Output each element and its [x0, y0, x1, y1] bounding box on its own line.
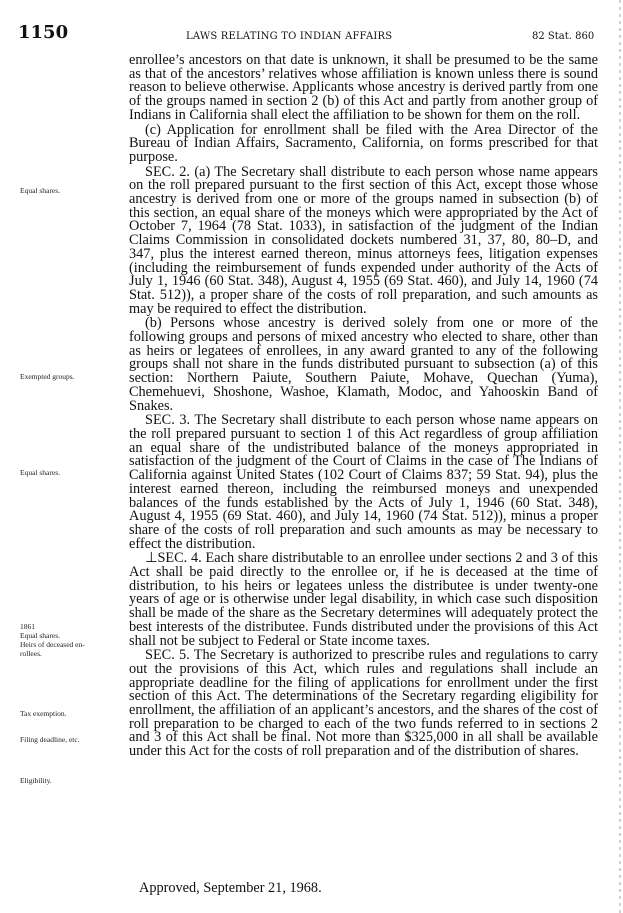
paragraph-sec4: ⊥SEC. 4. Each share distributable to an enrollee under sections 2 and 3 of this Act shall be paid directly to the enrollee or, if he is deceased at the time of distribution, to his heirs or legatees unless the distributee is under twenty-one years of age or is otherwise under legal disability, in which case such disposition shall be made of the share as the Secretary determines will adequately protect the best interests of the distributee. Funds distributed under the provisions of this Act shall not be subject to Federal or State income taxes. [129, 550, 598, 649]
margin-note-equal-shares-2: Equal shares. [20, 468, 60, 477]
running-title: LAWS RELATING TO INDIAN AFFAIRS [186, 31, 393, 42]
statute-reference: 82 Stat. 860 [532, 31, 595, 42]
margin-note-heirs-cont: rollees. [20, 649, 42, 658]
margin-note-filing-deadline: Filing deadline, etc. [20, 735, 80, 744]
page-number: 1150 [18, 22, 69, 43]
statute-body [129, 54, 598, 760]
margin-note-eligibility: Eligibility. [20, 776, 52, 785]
paragraph-sec2a: SEC. 2. (a) The Secretary shall distribute to each person whose name appears on the roll prepared pursuant to the first section of this Act, except those whose ancestry is derived from one or more of the groups named in subsection (b) of this section, an equal share of the moneys which were appropriated by the Act of October 7, 1964 (78 Stat. 1033), in satisfaction of the judgment of the Indian Claims Commission in consolidated dockets numbered 31, 37, 80, 80–D, and 347, plus the interest earned thereon, minus attorneys fees, litigation expenses (including the reimbursement of funds expended under authority of the Acts of July 1, 1946 (60 Stat. 348), August 4, 1955 (69 Stat. 460), and July 14, 1960 (74 Stat. 512)), a proper share of the costs of roll preparation, and such amounts as may be required to effect the distribution. [129, 163, 598, 317]
paragraph-sec5: SEC. 5. The Secretary is authorized to prescribe rules and regulations to carry out the provisions of this Act, which rules and regulations shall include an appropriate deadline for the filing of applications for enrollment under the first section of this Act. The determinations of the Secretary regarding eligibility for enrollment, the affiliation of an applicant’s ancestors, and the shares of the cost of roll preparation to be charged to each of the two funds referred to in sections 2 and 3 of this Act shall be final. Not more than $325,000 in all shall be available under this Act for the costs of roll preparation and of the distribution of shares. [129, 647, 598, 760]
margin-note-equal-shares: Equal shares. [20, 186, 60, 195]
paragraph-sec3: SEC. 3. The Secretary shall distribute to each person whose name appears on the roll prepared pursuant to section 1 of this Act regardless of group affiliation an equal share of the undistributed balance of the moneys appropriated in satisfaction of the judgment of the Court of Claims in the case of The Indians of California against United States (102 Court of Claims 837; 59 Stat. 94), plus the interest earned thereon, including the reimbursed moneys and unexpended balances of the funds established by the Acts of July 1, 1946 (60 Stat. 348), August 4, 1955 (69 Stat. 460), and July 14, 1960 (74 Stat. 512)), minus a proper share of the costs of roll preparation and such amounts as may be necessary to effect the distribution. [129, 412, 598, 552]
approval-line: Approved, September 21, 1968. [139, 880, 322, 896]
margin-note-heirs: Heirs of deceased en- [20, 640, 85, 649]
paragraph-sec2b: (b) Persons whose ancestry is derived solely from one or more of the following groups and persons of mixed ancestry who elected to share, other than as heirs or legatees of enrollees, in any award granted to any of the following groups shall not share in the funds distributed pursuant to subsection (a) of this section: Northern Paiute, Southern Paiute, Mohave, Quechan (Yuma), Chemehuevi, Shoshone, Washoe, Klamath, Modoc, and Yahooskin Band of Snakes. [129, 315, 598, 414]
margin-note-equal-shares-3: Equal shares. [20, 631, 60, 640]
margin-note-page-1861: 1861 [20, 622, 35, 631]
margin-note-tax-exemption: Tax exemption. [20, 709, 67, 718]
paragraph-continuation: enrollee’s ancestors on that date is unknown, it shall be presumed to be the same as that of the ancestors’ relatives whose affiliation is known unless there is sound reason to believe otherwise. Applicants whose ancestry is derived partly from one of the groups named in section 2 (b) of this Act and partly from another group of Indians in California shall elect the affiliation to be shown for them on the roll. [129, 52, 598, 123]
margin-note-exempted-groups: Exempted groups. [20, 372, 75, 381]
scan-edge [619, 0, 621, 913]
paragraph-1c: (c) Application for enrollment shall be filed with the Area Director of the Bureau of Indian Affairs, Sacramento, California, on forms prescribed for that purpose. [129, 121, 598, 165]
